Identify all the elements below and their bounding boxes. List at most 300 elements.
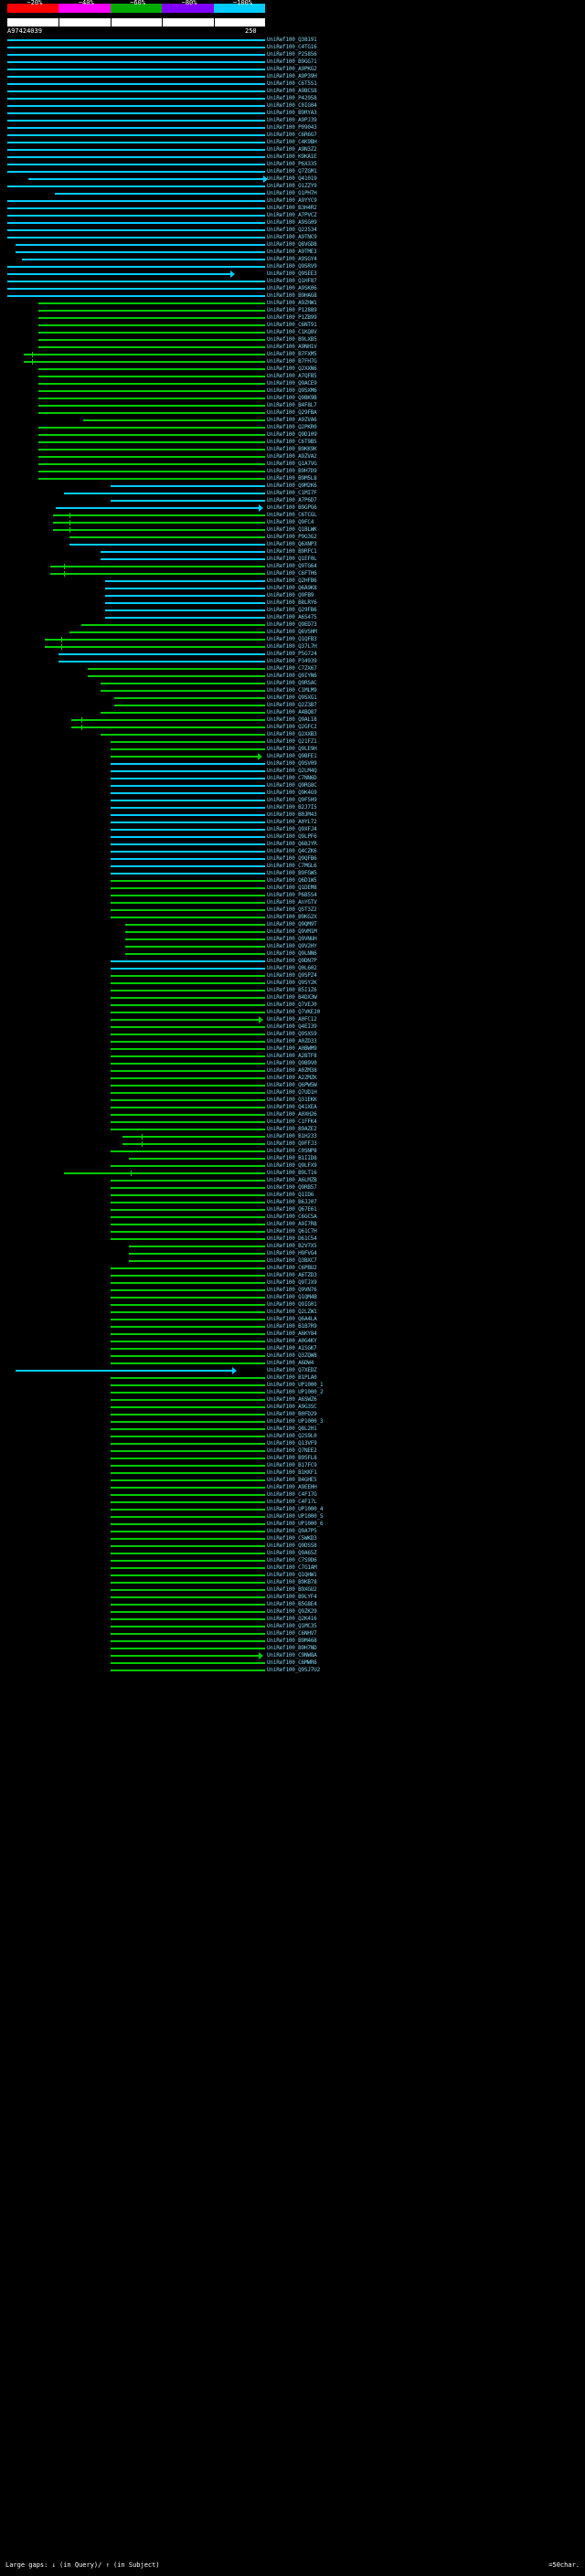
alignment-bar[interactable] [7, 39, 265, 41]
alignment-row[interactable] [0, 66, 265, 73]
alignment-bar[interactable] [111, 1450, 265, 1452]
alignment-row[interactable] [0, 1557, 265, 1564]
alignment-row[interactable] [0, 190, 265, 197]
alignment-row[interactable] [0, 1396, 265, 1404]
alignment-row[interactable] [0, 139, 265, 146]
alignment-bar[interactable] [38, 463, 265, 465]
alignment-bar[interactable] [111, 1129, 265, 1130]
alignment-bar[interactable] [111, 822, 265, 823]
alignment-row[interactable] [0, 1279, 265, 1287]
hit-label[interactable]: UniRef100_B5I1Z6 [267, 987, 317, 993]
alignment-bar[interactable] [111, 1377, 265, 1379]
alignment-bar[interactable] [111, 1655, 259, 1657]
hit-label[interactable]: UniRef100_Q3BXC7 [267, 1257, 317, 1264]
alignment-row[interactable] [0, 833, 265, 841]
alignment-bar[interactable] [111, 748, 265, 750]
hit-label[interactable]: UniRef100_B1H233 [267, 1133, 317, 1140]
hit-label[interactable]: UniRef100_Q9LFX9 [267, 1162, 317, 1169]
hit-label[interactable]: UniRef100_Q9FFJ3 [267, 1140, 317, 1147]
alignment-bar[interactable] [114, 705, 265, 706]
alignment-row[interactable] [0, 1177, 265, 1184]
hit-label[interactable]: UniRef100_C6FTH6 [267, 570, 317, 577]
alignment-bar[interactable] [111, 1553, 265, 1554]
hit-label[interactable]: UniRef100_Q9ZK29 [267, 1608, 317, 1615]
alignment-bar[interactable] [111, 1004, 265, 1006]
alignment-row[interactable] [0, 541, 265, 548]
alignment-row[interactable] [0, 694, 265, 702]
alignment-row[interactable] [0, 1045, 265, 1053]
alignment-bar[interactable] [111, 829, 265, 831]
alignment-bar[interactable] [111, 1421, 265, 1423]
hit-label[interactable]: UniRef100_C6PBU2 [267, 1265, 317, 1271]
alignment-row[interactable] [0, 249, 265, 256]
hit-label[interactable]: UniRef100_Q1EF0L [267, 556, 317, 562]
hit-label[interactable]: UniRef100_A9N3Z2 [267, 146, 317, 153]
hit-label[interactable]: UniRef100_D61C54 [267, 1235, 317, 1242]
hit-label[interactable]: UniRef100_O1ZZY9 [267, 183, 317, 189]
hit-label[interactable]: UniRef100_Q8VGD8 [267, 241, 317, 248]
hit-label[interactable]: UniRef100_A9BCS8 [267, 88, 317, 94]
alignment-bar[interactable] [129, 1158, 265, 1160]
alignment-row[interactable] [0, 1199, 265, 1206]
alignment-row[interactable] [0, 614, 265, 621]
alignment-row[interactable] [0, 1374, 265, 1382]
alignment-bar[interactable] [7, 54, 265, 56]
alignment-bar[interactable] [122, 1136, 265, 1138]
alignment-bar[interactable] [38, 478, 265, 480]
alignment-row[interactable] [0, 373, 265, 380]
alignment-row[interactable] [0, 921, 265, 928]
hit-label[interactable]: UniRef100_P09043 [267, 124, 317, 131]
alignment-bar[interactable] [111, 1355, 265, 1357]
alignment-bar[interactable] [111, 1034, 265, 1035]
alignment-row[interactable] [0, 175, 265, 183]
alignment-bar[interactable] [111, 1648, 265, 1649]
alignment-bar[interactable] [7, 164, 265, 165]
alignment-row[interactable] [0, 651, 265, 658]
alignment-bar[interactable] [69, 536, 265, 538]
alignment-bar[interactable] [111, 1640, 265, 1642]
hit-label[interactable]: UniRef100_B9H7D9 [267, 468, 317, 474]
alignment-row[interactable] [0, 1192, 265, 1199]
alignment-row[interactable] [0, 1623, 265, 1630]
alignment-row[interactable] [0, 1221, 265, 1228]
hit-label[interactable]: UniRef100_B9RYA3 [267, 110, 317, 116]
alignment-bar[interactable] [38, 376, 265, 377]
alignment-row[interactable] [0, 1148, 265, 1155]
alignment-bar[interactable] [111, 858, 265, 860]
alignment-bar[interactable] [7, 222, 265, 224]
hit-label[interactable]: UniRef100_C6T9B5 [267, 439, 317, 445]
alignment-bar[interactable] [111, 1238, 265, 1240]
alignment-bar[interactable] [111, 1231, 265, 1233]
alignment-row[interactable] [0, 994, 265, 1002]
alignment-row[interactable] [0, 102, 265, 110]
hit-label[interactable]: UniRef100_Q9XFJ4 [267, 826, 317, 832]
hit-label[interactable]: UniRef100_Q41XEA [267, 1104, 317, 1110]
alignment-row[interactable] [0, 716, 265, 724]
alignment-row[interactable] [0, 234, 265, 241]
alignment-row[interactable] [0, 1389, 265, 1396]
alignment-bar[interactable] [111, 880, 265, 882]
alignment-bar[interactable] [7, 156, 265, 158]
hit-label[interactable]: UniRef100_A9I7R8 [267, 1221, 317, 1227]
hit-label[interactable]: UniRef100_Q4EI39 [267, 1023, 317, 1030]
hit-label[interactable]: UniRef100_P1ZB99 [267, 314, 317, 321]
alignment-bar[interactable] [111, 960, 265, 962]
alignment-bar[interactable] [111, 1545, 265, 1547]
alignment-row[interactable] [0, 336, 265, 344]
alignment-row[interactable] [0, 1257, 265, 1265]
alignment-row[interactable] [0, 475, 265, 482]
alignment-bar[interactable] [111, 1121, 265, 1123]
alignment-bar[interactable] [53, 529, 265, 531]
alignment-bar[interactable] [28, 178, 263, 180]
hit-label[interactable]: UniRef100_A0BWM9 [267, 1045, 317, 1052]
alignment-row[interactable] [0, 1170, 265, 1177]
hit-label[interactable]: UniRef100_B9XGU2 [267, 1586, 317, 1593]
alignment-bar[interactable] [111, 1048, 265, 1050]
hit-label[interactable]: UniRef100_A9NH1V [267, 344, 317, 350]
alignment-bar[interactable] [7, 112, 265, 114]
alignment-bar[interactable] [7, 273, 230, 275]
alignment-bar[interactable] [111, 1041, 265, 1043]
alignment-row[interactable] [0, 424, 265, 431]
alignment-row[interactable] [0, 439, 265, 446]
alignment-row[interactable] [0, 1338, 265, 1345]
hit-label[interactable]: UniRef100_A9PKG2 [267, 66, 317, 72]
alignment-bar[interactable] [53, 522, 265, 524]
alignment-row[interactable] [0, 578, 265, 585]
alignment-row[interactable] [0, 885, 265, 892]
hit-label[interactable]: UniRef100_Q1QHW1 [267, 1572, 317, 1578]
alignment-bar[interactable] [111, 1436, 265, 1437]
hit-label[interactable]: UniRef100_B9KG2X [267, 914, 317, 920]
hit-label[interactable]: UniRef100_Q9D109 [267, 431, 317, 438]
alignment-row[interactable] [0, 366, 265, 373]
hit-label[interactable]: UniRef100_C6NHV7 [267, 1630, 317, 1637]
hit-label[interactable]: UniRef100_Q1MC35 [267, 1623, 317, 1629]
alignment-row[interactable] [0, 1608, 265, 1616]
hit-label[interactable]: UniRef100_Q6BJYR [267, 841, 317, 847]
alignment-row[interactable] [0, 1404, 265, 1411]
alignment-bar[interactable] [111, 1428, 265, 1430]
alignment-bar[interactable] [105, 588, 265, 589]
alignment-bar[interactable] [7, 98, 265, 100]
alignment-row[interactable] [0, 395, 265, 402]
alignment-row[interactable] [0, 329, 265, 336]
alignment-row[interactable] [0, 307, 265, 314]
alignment-row[interactable] [0, 58, 265, 66]
alignment-row[interactable] [0, 607, 265, 614]
alignment-bar[interactable] [111, 968, 265, 970]
alignment-bar[interactable] [111, 1092, 265, 1094]
hit-label[interactable]: UniRef100_UP1000_2 [267, 1389, 324, 1395]
alignment-bar[interactable] [101, 734, 265, 736]
hit-label[interactable]: UniRef100_B1PLA0 [267, 1374, 317, 1381]
alignment-bar[interactable] [111, 1662, 265, 1664]
alignment-bar[interactable] [111, 1019, 259, 1021]
alignment-row[interactable] [0, 804, 265, 811]
alignment-row[interactable] [0, 1652, 265, 1659]
alignment-bar[interactable] [125, 924, 265, 926]
hit-label[interactable]: UniRef100_Q21FZ1 [267, 738, 317, 745]
hit-label[interactable]: UniRef100_B9FGW5 [267, 870, 317, 876]
alignment-row[interactable] [0, 1630, 265, 1638]
alignment-row[interactable] [0, 1447, 265, 1455]
alignment-bar[interactable] [111, 895, 265, 896]
hit-label[interactable]: UniRef100_B5G8E4 [267, 1601, 317, 1607]
alignment-row[interactable] [0, 1550, 265, 1557]
alignment-bar[interactable] [111, 1187, 265, 1189]
alignment-row[interactable] [0, 972, 265, 980]
alignment-bar[interactable] [111, 756, 258, 758]
alignment-bar[interactable] [105, 617, 265, 619]
alignment-row[interactable] [0, 161, 265, 168]
alignment-bar[interactable] [111, 1297, 265, 1299]
alignment-row[interactable] [0, 1031, 265, 1038]
hit-label[interactable]: UniRef100_Q9SPZ4 [267, 972, 317, 979]
hit-label[interactable]: UniRef100_C6R6G7 [267, 132, 317, 138]
alignment-row[interactable] [0, 417, 265, 424]
alignment-bar[interactable] [111, 1596, 265, 1598]
alignment-bar[interactable] [7, 171, 265, 173]
alignment-bar[interactable] [111, 763, 265, 765]
alignment-bar[interactable] [83, 419, 265, 421]
hit-label[interactable]: UniRef100_P6X335 [267, 161, 317, 167]
alignment-row[interactable] [0, 1097, 265, 1104]
hit-label[interactable]: UniRef100_A9ZVA2 [267, 453, 317, 460]
hit-label[interactable]: UniRef100_Q9SEE3 [267, 270, 317, 277]
hit-label[interactable]: UniRef100_Q9FB9 [267, 592, 314, 599]
hit-label[interactable]: UniRef100_Q9M2K6 [267, 482, 317, 489]
alignment-bar[interactable] [111, 1311, 265, 1313]
hit-label[interactable]: UniRef100_C7G1AM [267, 1564, 317, 1571]
alignment-bar[interactable] [105, 602, 265, 604]
alignment-row[interactable] [0, 212, 265, 219]
hit-label[interactable]: UniRef100_P9G3G2 [267, 534, 317, 540]
alignment-bar[interactable] [111, 1633, 265, 1635]
hit-label[interactable]: UniRef100_Q9SJ7U2 [267, 1667, 321, 1673]
alignment-row[interactable] [0, 1426, 265, 1433]
alignment-row[interactable] [0, 936, 265, 943]
hit-label[interactable]: UniRef100_Q31EKK [267, 1097, 317, 1103]
alignment-bar[interactable] [38, 471, 265, 472]
alignment-row[interactable] [0, 446, 265, 453]
alignment-bar[interactable] [101, 690, 265, 692]
alignment-bar[interactable] [111, 851, 265, 853]
alignment-row[interactable] [0, 687, 265, 694]
alignment-row[interactable] [0, 950, 265, 958]
alignment-bar[interactable] [38, 390, 265, 392]
alignment-row[interactable] [0, 599, 265, 607]
hit-label[interactable]: UniRef100_A9SG09 [267, 219, 317, 226]
alignment-bar[interactable] [111, 1538, 265, 1540]
alignment-row[interactable] [0, 1542, 265, 1550]
hit-label[interactable]: UniRef100_P6B5S4 [267, 892, 317, 898]
alignment-bar[interactable] [111, 1026, 265, 1028]
alignment-row[interactable] [0, 548, 265, 556]
alignment-row[interactable] [0, 870, 265, 877]
hit-label[interactable]: UniRef100_Q9FC4 [267, 519, 314, 525]
alignment-row[interactable] [0, 1323, 265, 1330]
hit-label[interactable]: UniRef100_Q6D1W5 [267, 877, 317, 884]
alignment-row[interactable] [0, 556, 265, 563]
alignment-row[interactable] [0, 775, 265, 782]
hit-label[interactable]: UniRef100_UP1000_4 [267, 1506, 324, 1512]
hit-label[interactable]: UniRef100_B2J7I5 [267, 804, 317, 811]
alignment-bar[interactable] [111, 909, 265, 911]
alignment-row[interactable] [0, 453, 265, 461]
hit-label[interactable]: UniRef100_Q9SV09 [267, 760, 317, 767]
alignment-bar[interactable] [111, 1501, 265, 1503]
hit-label[interactable]: UniRef100_Q1ID6 [267, 1192, 314, 1198]
alignment-row[interactable] [0, 409, 265, 417]
alignment-bar[interactable] [24, 354, 265, 355]
alignment-bar[interactable] [111, 1523, 265, 1525]
alignment-row[interactable] [0, 80, 265, 88]
alignment-bar[interactable] [129, 1253, 265, 1255]
hit-label[interactable]: UniRef100_B4GHE5 [267, 1477, 317, 1483]
alignment-bar[interactable] [50, 573, 265, 575]
hit-label[interactable]: UniRef100_Q9K4G9 [267, 790, 317, 796]
alignment-bar[interactable] [111, 1443, 265, 1445]
hit-label[interactable]: UniRef100_A9TME3 [267, 249, 317, 255]
alignment-bar[interactable] [101, 683, 265, 684]
alignment-row[interactable] [0, 256, 265, 263]
hit-label[interactable]: UniRef100_K9KA1E [267, 154, 317, 160]
alignment-bar[interactable] [105, 595, 265, 597]
alignment-row[interactable] [0, 958, 265, 965]
alignment-bar[interactable] [50, 566, 265, 567]
alignment-bar[interactable] [111, 792, 265, 794]
hit-label[interactable]: UniRef100_A0ZD33 [267, 1038, 317, 1044]
alignment-bar[interactable] [7, 76, 265, 78]
alignment-row[interactable] [0, 183, 265, 190]
alignment-bar[interactable] [16, 1370, 232, 1372]
alignment-bar[interactable] [111, 1341, 265, 1342]
hit-label[interactable]: UniRef100_B4DX3W [267, 994, 317, 1001]
alignment-bar[interactable] [111, 1604, 265, 1606]
alignment-row[interactable] [0, 724, 265, 731]
alignment-bar[interactable] [111, 1494, 265, 1496]
alignment-bar[interactable] [111, 500, 265, 502]
alignment-row[interactable] [0, 380, 265, 387]
hit-label[interactable]: UniRef100_C6TCGL [267, 512, 317, 518]
alignment-bar[interactable] [38, 398, 265, 399]
alignment-row[interactable] [0, 1104, 265, 1111]
hit-label[interactable]: UniRef100_Q9QFB6 [267, 855, 317, 862]
alignment-row[interactable] [0, 461, 265, 468]
alignment-bar[interactable] [38, 449, 265, 451]
alignment-row[interactable] [0, 88, 265, 95]
hit-label[interactable]: UniRef100_Q9ACE9 [267, 380, 317, 387]
hit-label[interactable]: UniRef100_Q9RB57 [267, 1184, 317, 1191]
alignment-bar[interactable] [111, 1479, 265, 1481]
alignment-bar[interactable] [101, 558, 265, 560]
alignment-bar[interactable] [111, 1275, 265, 1277]
alignment-row[interactable] [0, 132, 265, 139]
alignment-bar[interactable] [105, 580, 265, 582]
hit-label[interactable]: UniRef100_A0FC12 [267, 1016, 317, 1023]
hit-label[interactable]: UniRef100_Q9F5H9 [267, 797, 317, 803]
alignment-row[interactable] [0, 1513, 265, 1521]
hit-label[interactable]: UniRef100_Q9SY2K [267, 980, 317, 986]
alignment-row[interactable] [0, 1367, 265, 1374]
alignment-bar[interactable] [111, 1465, 265, 1467]
alignment-bar[interactable] [81, 624, 265, 626]
hit-label[interactable]: UniRef100_Q38191 [267, 37, 317, 43]
alignment-row[interactable] [0, 1265, 265, 1272]
hit-label[interactable]: UniRef100_Q7XEDZ [267, 1367, 317, 1373]
hit-label[interactable]: UniRef100_Q2PKR0 [267, 424, 317, 430]
alignment-row[interactable] [0, 1126, 265, 1133]
alignment-row[interactable] [0, 980, 265, 987]
alignment-bar[interactable] [111, 1618, 265, 1620]
alignment-bar[interactable] [38, 383, 265, 385]
alignment-row[interactable] [0, 914, 265, 921]
hit-label[interactable]: UniRef100_Q9LNN6 [267, 950, 317, 957]
alignment-row[interactable] [0, 314, 265, 322]
alignment-bar[interactable] [111, 1487, 265, 1489]
alignment-bar[interactable] [64, 1172, 265, 1174]
alignment-row[interactable] [0, 892, 265, 899]
alignment-row[interactable] [0, 1060, 265, 1067]
hit-label[interactable]: UniRef100_A6S475 [267, 614, 317, 620]
alignment-bar[interactable] [111, 778, 265, 779]
alignment-row[interactable] [0, 621, 265, 629]
alignment-bar[interactable] [111, 975, 265, 977]
alignment-row[interactable] [0, 643, 265, 651]
alignment-row[interactable] [0, 585, 265, 592]
alignment-bar[interactable] [38, 456, 265, 458]
alignment-row[interactable] [0, 431, 265, 439]
alignment-row[interactable] [0, 1023, 265, 1031]
hit-label[interactable]: UniRef100_A7QFB5 [267, 373, 317, 379]
alignment-row[interactable] [0, 1243, 265, 1250]
hit-label[interactable]: UniRef100_Q9IG01 [267, 1301, 317, 1308]
alignment-row[interactable] [0, 1250, 265, 1257]
alignment-row[interactable] [0, 1638, 265, 1645]
hit-label[interactable]: UniRef100_P12889 [267, 307, 317, 313]
hit-label[interactable]: UniRef100_A0G4KY [267, 1338, 317, 1344]
alignment-bar[interactable] [38, 346, 265, 348]
hit-label[interactable]: UniRef100_Q1QFB3 [267, 636, 317, 642]
alignment-bar[interactable] [45, 646, 265, 648]
hit-label[interactable]: UniRef100_A4BQ87 [267, 709, 317, 716]
alignment-bar[interactable] [71, 719, 265, 721]
hit-label[interactable]: UniRef100_B9GPG6 [267, 504, 317, 511]
alignment-row[interactable] [0, 1645, 265, 1652]
alignment-bar[interactable] [53, 514, 265, 516]
alignment-row[interactable] [0, 292, 265, 300]
hit-label[interactable]: UniRef100_B4F8L7 [267, 402, 317, 408]
hit-label[interactable]: UniRef100_C4TG16 [267, 44, 317, 50]
hit-label[interactable]: UniRef100_B3H4R2 [267, 205, 317, 211]
alignment-row[interactable] [0, 1301, 265, 1309]
alignment-bar[interactable] [111, 1282, 265, 1284]
alignment-row[interactable] [0, 351, 265, 358]
hit-label[interactable]: UniRef100_Q9BFE1 [267, 753, 317, 759]
alignment-bar[interactable] [111, 1289, 265, 1291]
hit-label[interactable]: UniRef100_A0YL72 [267, 819, 317, 825]
hit-label[interactable]: UniRef100_A6KY84 [267, 1330, 317, 1337]
hit-label[interactable]: UniRef100_A7PVCZ [267, 212, 317, 218]
hit-label[interactable]: UniRef100_Q41019 [267, 175, 317, 182]
alignment-bar[interactable] [7, 215, 265, 217]
hit-label[interactable]: UniRef100_P34939 [267, 658, 317, 664]
alignment-row[interactable] [0, 1206, 265, 1214]
